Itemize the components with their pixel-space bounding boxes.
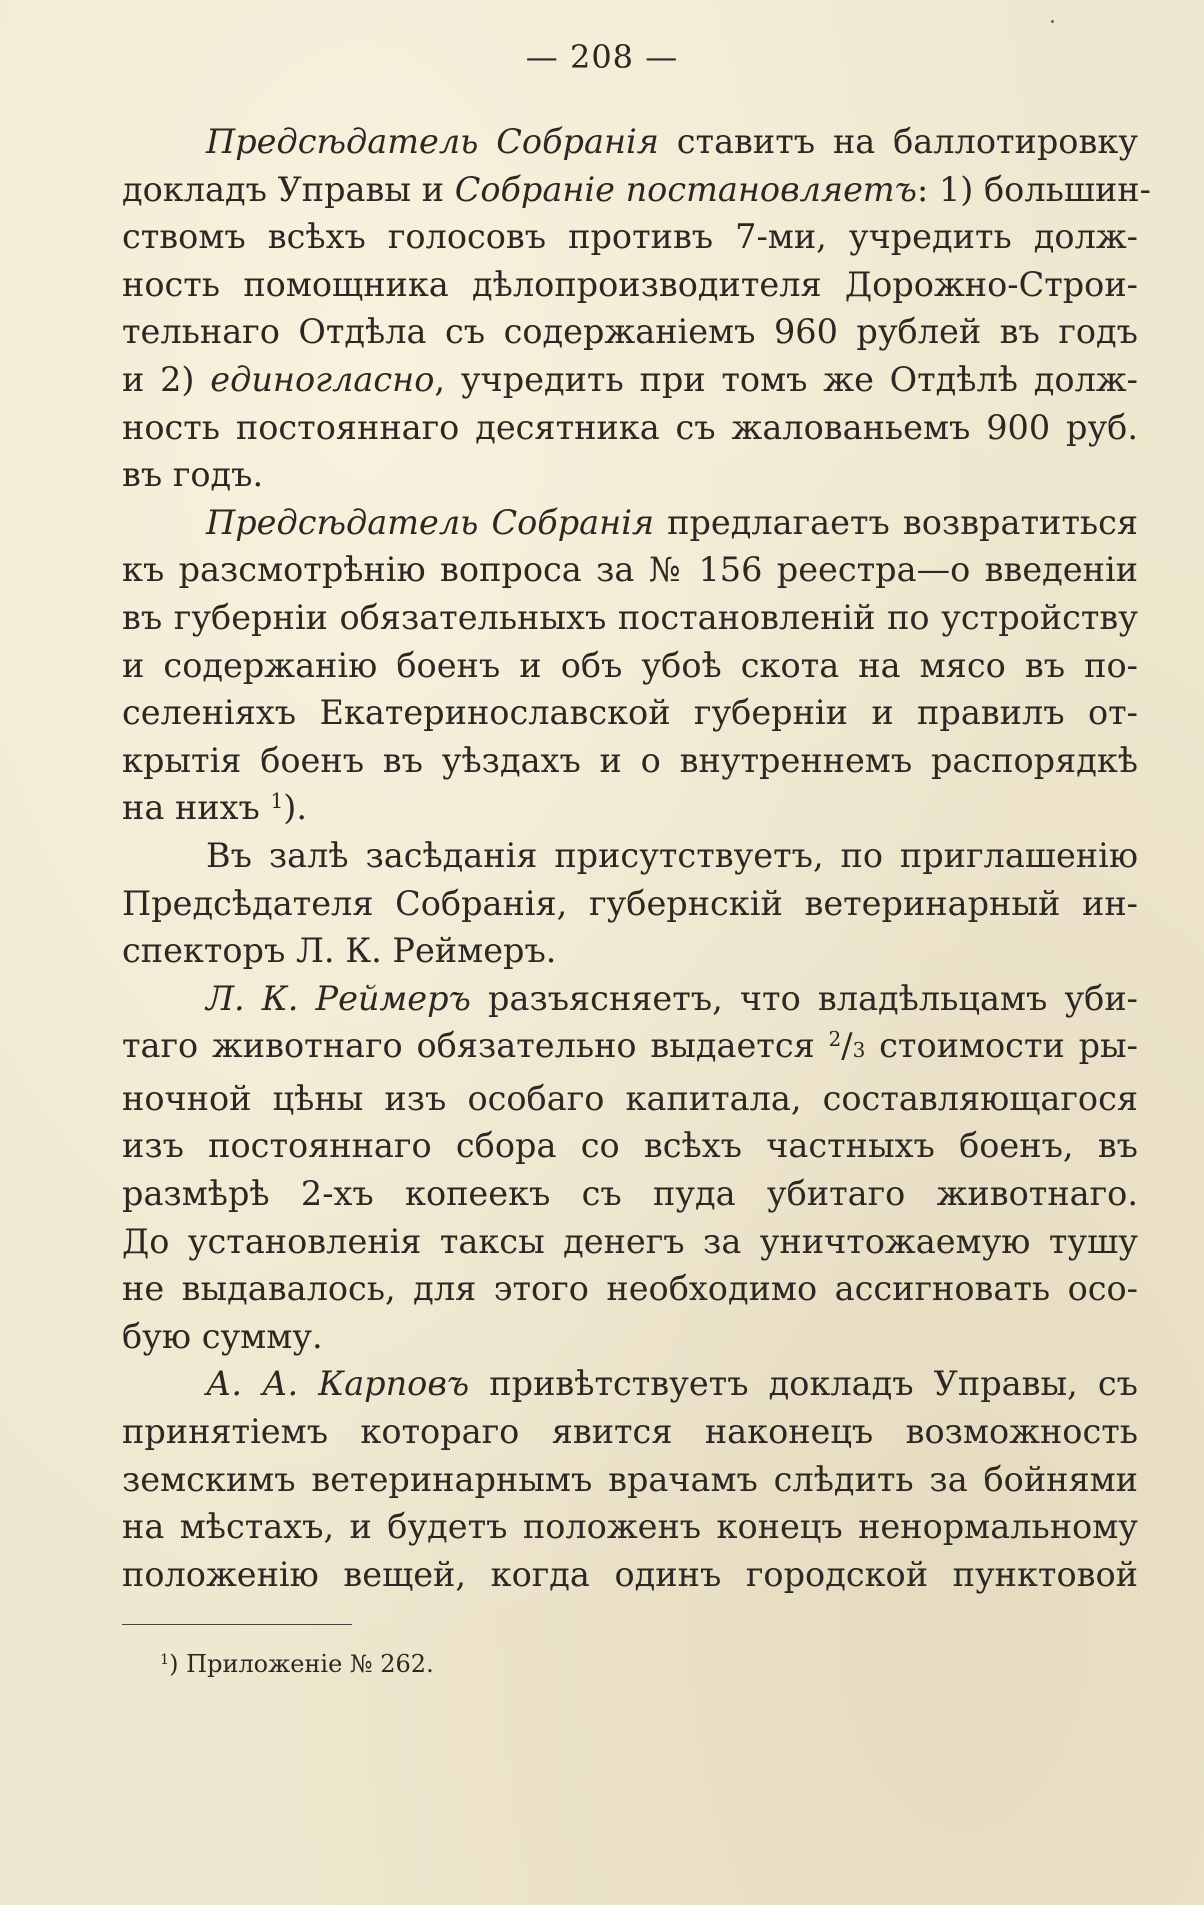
- text-line: Въ залѣ засѣданія присутствуетъ, по приглашенію: [206, 835, 1138, 875]
- text-line: ночной цѣны изъ особаго капитала, составляющагося: [122, 1078, 1138, 1118]
- text-line: въ губерніи обязательныхъ постановленій по устройству: [122, 597, 1138, 637]
- text-run: стоимости ры-: [865, 1026, 1138, 1066]
- footnote-reference: 1: [270, 789, 284, 814]
- text-line: изъ постояннаго сбора со всѣхъ частныхъ боенъ, въ: [122, 1126, 1138, 1166]
- text-line: ствомъ всѣхъ голосовъ противъ 7-ми, учредить долж-: [122, 217, 1138, 257]
- text-line: въ годъ.: [122, 455, 264, 495]
- text-run: таго животнаго обязательно выдается: [122, 1026, 829, 1066]
- text-line: тельнаго Отдѣла съ содержаніемъ 960 рублей въ годъ: [122, 312, 1138, 352]
- text-line: [122, 499, 1138, 547]
- footnote-marker: 1: [160, 1652, 170, 1669]
- text-run: привѣтствуетъ докладъ Управы, съ: [469, 1364, 1138, 1404]
- speaker-name: А. А. Карповъ: [206, 1364, 470, 1404]
- text-line: [122, 356, 1138, 404]
- text-line: селеніяхъ Екатеринославской губерніи и правилъ от-: [122, 693, 1138, 733]
- emphasis: Собраніе постановляетъ: [454, 169, 918, 209]
- paragraph-4: [122, 975, 1138, 1361]
- paragraph-5: [122, 1360, 1138, 1598]
- footnote-text: ) Приложеніе № 262.: [169, 1650, 434, 1678]
- text-line: не выдавалось, для этого необходимо ассигновать осо-: [122, 1269, 1138, 1309]
- paragraph-2: [122, 499, 1138, 832]
- text-line: До установленія таксы денегъ за уничтожаемую тушу: [122, 1221, 1138, 1261]
- text-run: ставитъ на баллотировку: [658, 122, 1138, 161]
- paragraph-3: [122, 832, 1138, 975]
- text-run: на нихъ: [122, 788, 271, 828]
- text-line: Предсѣдателя Собранія, губернскій ветеринарный ин-: [122, 883, 1138, 923]
- text-line: [122, 1022, 1138, 1075]
- text-run: разъясняетъ, что владѣльцамъ уби-: [470, 978, 1138, 1018]
- text-line: крытія боенъ въ уѣздахъ и о внутреннемъ распорядкѣ: [122, 740, 1138, 780]
- paragraph-1: [122, 118, 1151, 499]
- text-line: [122, 118, 1138, 166]
- text-line: земскимъ ветеринарнымъ врачамъ слѣдить за бойнями: [122, 1459, 1138, 1499]
- text-line: ность постояннаго десятника съ жалованьемъ 900 руб.: [122, 407, 1138, 447]
- text-run: докладъ Управы и: [122, 169, 455, 209]
- text-run: ).: [283, 788, 307, 828]
- text-line: размѣрѣ 2-хъ копеекъ съ пуда убитаго животнаго.: [122, 1174, 1138, 1214]
- fraction-numerator: 2: [828, 1027, 842, 1052]
- fraction-denominator: 3: [852, 1038, 866, 1063]
- text-line: [122, 975, 1138, 1023]
- emphasis: единогласно: [210, 359, 435, 399]
- body-text: [122, 118, 1151, 1598]
- text-line: [122, 1360, 1138, 1408]
- text-line: спекторъ Л. К. Реймеръ.: [122, 931, 557, 971]
- text-line: ность помощника дѣлопроизводителя Дорожно-Строи-: [122, 264, 1138, 304]
- fraction-slash: /: [841, 1026, 853, 1066]
- text-line: къ разсмотрѣнію вопроса за № 156 реестра—о введеніи: [122, 550, 1138, 590]
- text-run: и 2): [122, 359, 211, 399]
- text-line: принятіемъ котораго явится наконецъ возможность: [122, 1412, 1138, 1452]
- text-run: предлагаетъ возвратиться: [654, 502, 1138, 542]
- speaker-name: Предсѣдатель Собранія: [206, 122, 659, 161]
- text-line: [122, 166, 1151, 214]
- text-line: на мѣстахъ, и будетъ положенъ конецъ ненормальному: [122, 1507, 1138, 1547]
- speaker-name: Л. К. Реймеръ: [206, 978, 471, 1018]
- text-run: , учредить при томъ же Отдѣлѣ долж-: [434, 359, 1138, 399]
- speaker-name: Предсѣдатель Собранія: [206, 502, 655, 542]
- text-line: [122, 784, 1138, 832]
- text-run: : 1) большин-: [917, 169, 1151, 209]
- text-line: положенію вещей, когда одинъ городской пунктовой: [122, 1554, 1138, 1594]
- text-line: бую сумму.: [122, 1316, 323, 1356]
- page-number: — 208 —: [525, 38, 679, 76]
- text-line: и содержанію боенъ и объ убоѣ скота на мясо въ по-: [122, 645, 1138, 685]
- paper-speck: [1051, 20, 1054, 23]
- footnote: [160, 1648, 434, 1680]
- footnote-separator: [122, 1624, 352, 1625]
